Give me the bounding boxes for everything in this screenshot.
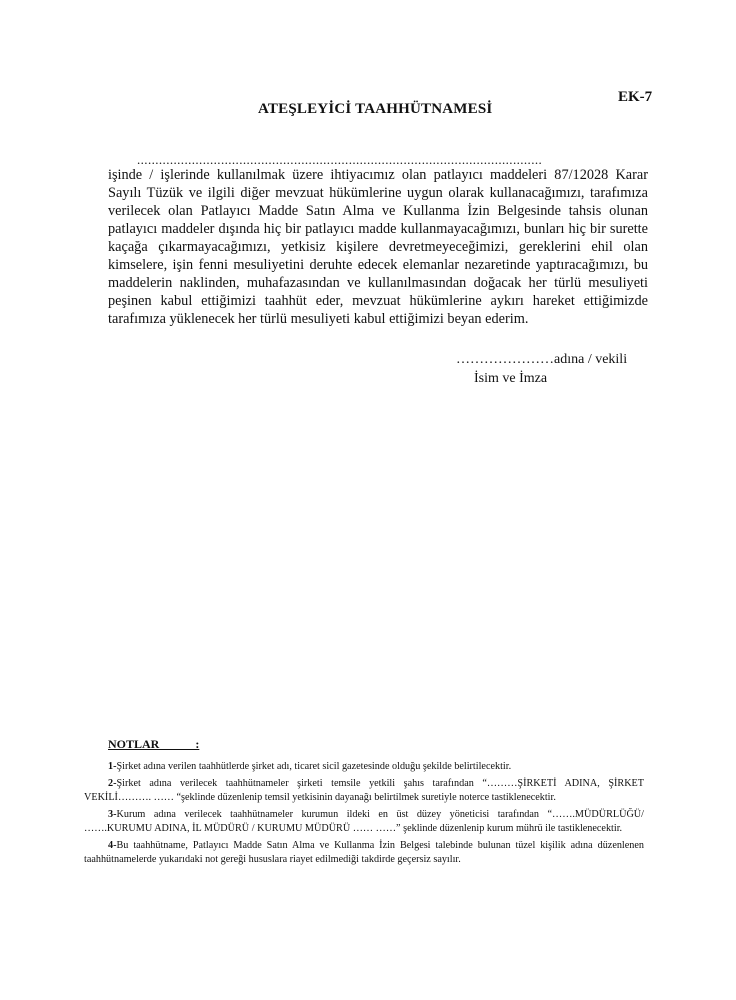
note-number: 1- [108, 761, 117, 772]
note-item [84, 760, 644, 774]
note-text: Bu taahhütname, Patlayıcı Madde Satın Alma ve Kullanma İzin Belgesi talebinde bulunan tüzel kişilik adına düzenlenen taahhütnamelerde yukarıdaki not gereği hususlara riayet edilmediği takdirde geçersiz sayılır. [84, 840, 644, 865]
signature-name-label: İsim ve İmza [474, 371, 548, 386]
notes-list [84, 760, 644, 870]
notes-heading: NOTLAR : [108, 737, 200, 751]
note-item [84, 839, 644, 867]
note-text: Şirket adına verilen taahhütlerde şirket adı, ticaret sicil gazetesinde olduğu şekilde belirtilecektir. [116, 761, 512, 772]
note-number: 3- [108, 809, 117, 820]
commitment-paragraph: işinde / işlerinde kullanılmak üzere ihtiyacımız olan patlayıcı maddeleri 87/12028 Karar Sayılı Tüzük ve ilgili diğer mevzuat hükümlerine uygun olarak kullanacağımızı, tarafımıza verilecek olan Patlayıcı Madde Satın Alma ve Kullanma İzin Belgesinde tahsis olunan patlayıcı maddeler dışında hiç bir patlayıcı madde kullanmayacağımızı, bunları hiç bir surette kaçağa çıkarmayacağımızı, yetkisiz kişilere devretmeyeceğimizi, gereklerini ehil olan kimselere, işin fenni mesuliyetini deruhte edecek elemanlar nezaretinde yaptıracağımızı, bu maddelerin naklinden, muhafazasından ve kullanılmasından doğacak her türlü mesuliyeti peşinen kabul ettiğimizi taahhüt eder, mevzuat hükümlerine aykırı hareket ettiğimizde tarafımıza yüklenecek her türlü mesuliyeti kabul ettiğimizi beyan ederim. [108, 167, 648, 327]
note-item [84, 808, 644, 836]
document-title: ATEŞLEYİCİ TAAHHÜTNAMESİ [258, 101, 493, 117]
signature-on-behalf-line: …………………adına / vekili [456, 352, 628, 367]
note-text: Şirket adına verilecek taahhütnameler şirketi temsile yetkili şahıs tarafından “………ŞİRKETİ ADINA, ŞİRKET VEKİLİ………. …… “şeklinde düzenlenip temsil yetkisinin dayanağı belirtilmek suretiyle noterce tastiklenecektir. [84, 778, 644, 803]
note-number: 4- [108, 840, 117, 851]
note-text: Kurum adına verilecek taahhütnameler kurumun ildeki en üst düzey yöneticisi tarafından “…….MÜDÜRLÜĞÜ/ …….KURUMU ADINA, İL MÜDÜRÜ / KURUMU MÜDÜRÜ …… ……” şeklinde düzenlenip kurum mührü ile tastiklenecektir. [84, 809, 644, 834]
fill-in-dots: ............................................................................................................... [137, 152, 543, 167]
annex-label: EK-7 [618, 89, 653, 105]
note-number: 2- [108, 778, 117, 789]
note-item [84, 777, 644, 805]
